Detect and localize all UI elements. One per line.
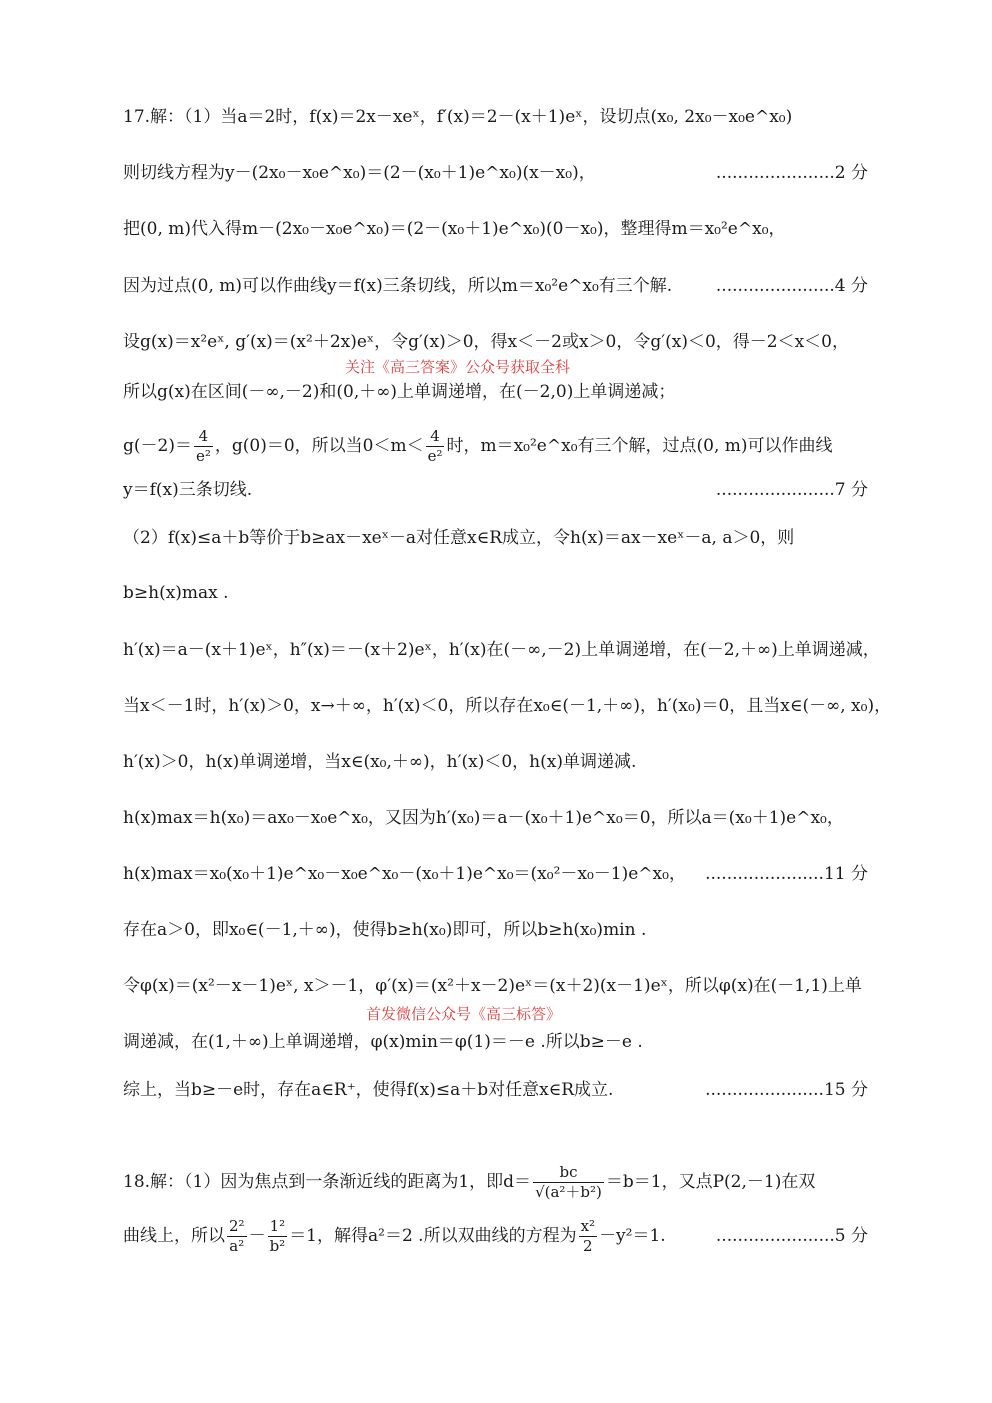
fraction-denominator: √(a²＋b²) <box>535 1183 602 1201</box>
p17-line-12: 当x＜－1时，h′(x)＞0，x→＋∞，h′(x)＜0，所以存在x₀∈(－1,＋∞)，h′(x₀)＝0，且当x∈(－∞, x₀)， <box>123 696 892 716</box>
fraction-1sq-over-b2 <box>268 1217 288 1256</box>
p18-line-1 <box>123 1160 815 1204</box>
p17-line-11: h′(x)＝a－(x＋1)eˣ，h″(x)＝－(x＋2)eˣ，h′(x)在(－∞,－2)上单调递增，在(－2,＋∞)上单调递减， <box>123 640 880 660</box>
p17-line-3: 把(0, m)代入得m－(2x₀－x₀e^x₀)＝(2－(x₀＋1)e^x₀)(0－x₀)，整理得m＝x₀²e^x₀， <box>123 219 786 239</box>
fraction-denominator: b² <box>269 1237 286 1255</box>
fraction-numerator: 4 <box>194 427 213 447</box>
p17-line-19: 综上，当b≥－e时，存在a∈R⁺，使得f(x)≤a＋b对任意x∈R成立. <box>123 1080 614 1100</box>
p17-line-15: h(x)max＝x₀(x₀＋1)e^x₀－x₀e^x₀－(x₀＋1)e^x₀＝(x₀²－x₀－1)e^x₀， <box>123 864 686 884</box>
score-15: ......................15 分 <box>705 1080 868 1100</box>
score-4: ......................4 分 <box>715 276 868 296</box>
fraction-bc-over-sqrt <box>533 1163 604 1202</box>
p17-line-14: h(x)max＝h(x₀)＝ax₀－x₀e^x₀，又因为h′(x₀)＝a－(x₀＋1)e^x₀＝0，所以a＝(x₀＋1)e^x₀， <box>123 808 844 828</box>
fraction-numerator: x² <box>580 1217 596 1235</box>
minus-sign: － <box>248 1226 266 1246</box>
p17-line-13: h′(x)＞0，h(x)单调递增，当x∈(x₀,＋∞)，h′(x)＜0，h(x)单调递减. <box>123 752 637 772</box>
fraction-x2-over-2 <box>579 1217 597 1256</box>
p17-line-7-part-b: ，g(0)＝0，所以当0＜m＜ <box>214 436 424 456</box>
fraction-denominator: e² <box>427 447 443 465</box>
p17-line-2: 则切线方程为y－(2x₀－x₀e^x₀)＝(2－(x₀＋1)e^x₀)(x－x₀)， <box>123 163 596 183</box>
p17-line-18: 调递减，在(1,＋∞)上单调递增，φ(x)min＝φ(1)＝－e .所以b≥－e . <box>123 1032 643 1052</box>
score-5: ......................5 分 <box>715 1226 868 1246</box>
fraction-numerator: 4 <box>426 427 445 447</box>
fraction-numerator: bc <box>533 1163 604 1183</box>
fraction-denominator: a² <box>229 1237 245 1255</box>
fraction-numerator: 2² <box>229 1217 245 1235</box>
p18-line-2-part-c: －y²＝1. <box>599 1226 666 1246</box>
p18-line-2-part-a: 曲线上，所以 <box>123 1226 225 1246</box>
fraction-denominator: 2 <box>583 1237 593 1255</box>
fraction-denominator: e² <box>195 447 211 465</box>
p17-line-16: 存在a＞0，即x₀∈(－1,＋∞)，使得b≥h(x₀)即可，所以b≥h(x₀)min . <box>123 920 647 940</box>
score-11: ......................11 分 <box>705 864 868 884</box>
fraction-2sq-over-a2 <box>227 1217 247 1256</box>
fraction-4-over-e2-second <box>426 427 445 466</box>
watermark-bottom: 首发微信公众号《高三标答》 <box>366 1005 562 1023</box>
p18-line-2-part-b: ＝1，解得a²＝2 .所以双曲线的方程为 <box>289 1226 577 1246</box>
fraction-numerator: 1² <box>268 1217 288 1237</box>
p18-line-2 <box>123 1214 666 1258</box>
p17-line-17: 令φ(x)＝(x²－x－1)eˣ, x＞－1，φ′(x)＝(x²＋x－2)eˣ＝(x＋2)(x－1)eˣ，所以φ(x)在(－1,1)上单 <box>123 976 862 996</box>
p17-line-8: y＝f(x)三条切线. <box>123 480 253 500</box>
p17-line-6: 所以g(x)在区间(－∞,－2)和(0,＋∞)上单调递增，在(－2,0)上单调递减； <box>123 382 676 402</box>
score-7: ......................7 分 <box>715 480 868 500</box>
score-2: ......................2 分 <box>715 163 868 183</box>
p17-line-9: （2）f(x)≤a＋b等价于b≥ax－xeˣ－a对任意x∈R成立，令h(x)＝ax－xeˣ－a, a＞0，则 <box>123 528 795 548</box>
p18-line-1-part-b: ＝b＝1，又点P(2,－1)在双 <box>605 1172 816 1192</box>
p17-line-10: b≥h(x)max . <box>123 583 229 603</box>
p17-line-4: 因为过点(0, m)可以作曲线y＝f(x)三条切线，所以m＝x₀²e^x₀有三个解. <box>123 276 673 296</box>
p17-line-5: 设g(x)＝x²eˣ, g′(x)＝(x²＋2x)eˣ，令g′(x)＞0，得x＜－2或x＞0，令g′(x)＜0，得－2＜x＜0， <box>123 332 849 352</box>
p17-line-7-part-a: g(－2)＝ <box>123 436 192 456</box>
p18-line-1-part-a: 18.解：（1）因为焦点到一条渐近线的距离为1，即d＝ <box>123 1172 532 1192</box>
fraction-4-over-e2-first <box>194 427 213 466</box>
watermark-top: 关注《高三答案》公众号获取全科 <box>345 358 571 376</box>
p17-line-7 <box>123 426 833 466</box>
p17-line-7-part-c: 时，m＝x₀²e^x₀有三个解，过点(0, m)可以作曲线 <box>446 436 833 456</box>
p17-line-1: 17.解：（1）当a＝2时，f(x)＝2x－xeˣ，f′(x)＝2－(x＋1)eˣ，设切点(x₀, 2x₀－x₀e^x₀) <box>123 107 793 127</box>
